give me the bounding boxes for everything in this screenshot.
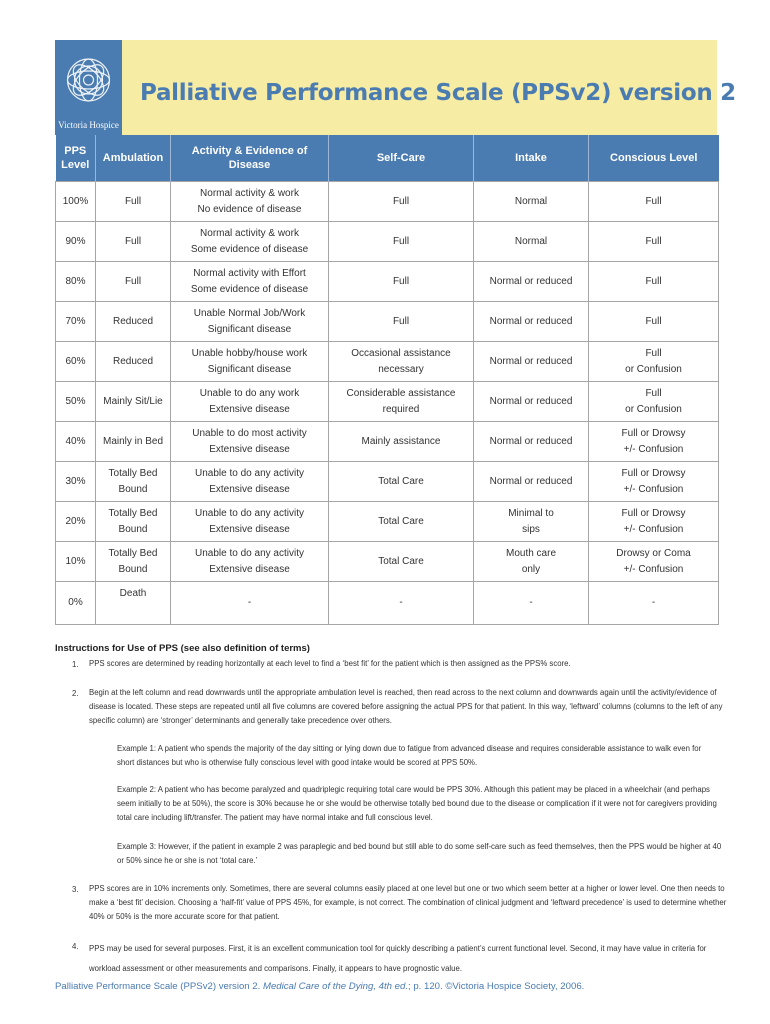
cell-conscious-level — [589, 462, 719, 502]
header-self-care: Self-Care — [329, 135, 474, 182]
cell-self-care-line: Mainly assistance — [361, 435, 441, 447]
cell-ambulation: Reduced — [96, 302, 171, 342]
table-row — [56, 302, 719, 342]
cell-intake-line: Normal or reduced — [489, 275, 573, 287]
instruction-item-3: PPS scores are in 10% increments only. Sometimes, there are several columns easily placed at one level but one or two which seem better at a higher or lower level. One then needs to make a ‘best fit’ decision. Choosing a ‘half-fit’ value of PPS 45%, for example, is not correct. The combination of clinical judgment and ‘leftward precedence’ is used to determine whether 40% or 50% is the more accurate score for that patient. — [89, 884, 727, 921]
cell-pps-level: 100% — [56, 182, 96, 222]
instruction-item-4: PPS may be used for several purposes. First, it is an excellent communication tool for quickly describing a patient’s current functional level. Second, it may have value in criteria for workload assessment or other measurements and comparisons. Finally, it appears to have prognostic value. — [89, 944, 707, 973]
cell-activity-line: Extensive disease — [209, 483, 290, 495]
cell-activity-line: Some evidence of disease — [190, 243, 309, 255]
cell-conscious-level-line: Full — [645, 387, 662, 399]
cell-activity-line: Significant disease — [207, 363, 292, 375]
cell-conscious-level-line: or Confusion — [625, 363, 682, 375]
cell-self-care-line: Total Care — [378, 555, 424, 567]
cell-intake-line: Mouth care — [505, 547, 557, 559]
cell-pps-level: 70% — [56, 302, 96, 342]
cell-activity-line: No evidence of disease — [197, 203, 302, 215]
cell-self-care — [329, 182, 474, 222]
cell-activity-line: Significant disease — [207, 323, 292, 335]
cell-conscious-level-line: +/- Confusion — [623, 523, 684, 535]
cell-activity — [171, 582, 329, 625]
cell-intake — [474, 462, 589, 502]
example-1: Example 1: A patient who spends the majority of the day sitting or lying down due to fatigue from advanced disease and requires considerable assistance to walk even for short distances but who is otherwise fully conscious level with good intake would be scored at PPS 50%. — [117, 744, 702, 767]
table-row — [56, 582, 719, 625]
cell-conscious-level-line: +/- Confusion — [623, 443, 684, 455]
cell-activity — [171, 422, 329, 462]
cell-pps-level: 60% — [56, 342, 96, 382]
table-row — [56, 222, 719, 262]
cell-activity-line: Extensive disease — [209, 563, 290, 575]
cell-intake — [474, 582, 589, 625]
header-intake: Intake — [474, 135, 589, 182]
example-2: Example 2: A patient who has become paralyzed and quadriplegic requiring total care would be PPS 30%. Although this patient may be placed in a wheelchair (and perhaps seem initially to be at 50%), the score is 30% because he or she would be otherwise totally bed bound due to the disease or complication if it were not for caregivers providing total care including lift/transfer. The patient may have normal intake and full conscious level. — [117, 785, 717, 822]
header-pps-level: PPS Level — [56, 135, 96, 182]
cell-activity-line: Extensive disease — [209, 523, 290, 535]
cell-activity-line: Unable hobby/house work — [191, 347, 308, 359]
cell-self-care — [329, 582, 474, 625]
item-number: 2. — [72, 689, 79, 698]
cell-intake-line: sips — [522, 523, 540, 535]
cell-intake — [474, 222, 589, 262]
cell-self-care — [329, 462, 474, 502]
cell-intake — [474, 502, 589, 542]
cell-self-care — [329, 302, 474, 342]
cell-conscious-level-line: +/- Confusion — [623, 483, 684, 495]
cell-intake — [474, 422, 589, 462]
logo-text: Victoria Hospice — [58, 120, 119, 130]
cell-activity — [171, 342, 329, 382]
cell-conscious-level-line: +/- Confusion — [623, 563, 684, 575]
page-title: Palliative Performance Scale (PPSv2) version 2 — [140, 80, 736, 106]
cell-activity-line: Extensive disease — [209, 403, 290, 415]
cell-conscious-level-line: - — [651, 597, 656, 608]
cell-ambulation: Totally Bed Bound — [96, 502, 171, 542]
cell-self-care-line: Total Care — [378, 515, 424, 527]
cell-activity-line: Extensive disease — [209, 443, 290, 455]
cell-conscious-level-line: Drowsy or Coma — [616, 547, 691, 559]
cell-conscious-level — [589, 582, 719, 625]
cell-self-care-line: Total Care — [378, 475, 424, 487]
cell-activity-line: Unable to do any activity — [195, 467, 304, 479]
cell-intake — [474, 182, 589, 222]
cell-self-care — [329, 382, 474, 422]
instruction-item-2: Begin at the left column and read downwards until the appropriate ambulation level is reached, then read across to the next column and downwards again until the activity/evidence of disease is located. These steps are repeated until all five columns are covered before assigning the actual PPS for that patient. In this way, ‘leftward’ columns (columns to the left of any specific column) are ‘stronger’ determinants and generally take precedence over others. — [89, 688, 723, 725]
cell-ambulation: Reduced — [96, 342, 171, 382]
header-conscious-level: Conscious Level — [589, 135, 719, 182]
footer-citation — [55, 981, 584, 992]
cell-activity-line: Unable Normal Job/Work — [193, 307, 306, 319]
table-row — [56, 342, 719, 382]
cell-self-care-line: Full — [392, 315, 410, 327]
table-header-row — [56, 135, 719, 182]
cell-activity-line: Normal activity with Effort — [193, 267, 306, 279]
cell-activity-line: Some evidence of disease — [190, 283, 309, 295]
cell-activity — [171, 382, 329, 422]
cell-self-care-line: Full — [392, 275, 410, 287]
footer-prefix: Palliative Performance Scale (PPSv2) version 2. — [55, 981, 263, 992]
table-row — [56, 422, 719, 462]
cell-conscious-level-line: Full — [645, 195, 662, 207]
cell-conscious-level-line: Full or Drowsy — [621, 507, 686, 519]
instruction-item-1: PPS scores are determined by reading horizontally at each level to find a ‘best fit’ for the patient which is then assigned as the PPS% score. — [89, 659, 571, 668]
cell-intake-line: Normal — [514, 195, 548, 207]
table-row — [56, 182, 719, 222]
header-activity: Activity & Evidence of Disease — [171, 135, 329, 182]
header-banner — [55, 40, 736, 135]
table-body — [56, 182, 719, 625]
table-row — [56, 542, 719, 582]
cell-activity — [171, 462, 329, 502]
cell-conscious-level — [589, 222, 719, 262]
cell-activity-line: Normal activity & work — [200, 187, 299, 199]
cell-self-care — [329, 262, 474, 302]
cell-conscious-level-line: Full — [645, 235, 662, 247]
example-3: Example 3: However, if the patient in example 2 was paraplegic and bed bound but still able to do some self-care such as feed themselves, then the PPS would be higher at 40 or 50% since he or she is not ‘total care.’ — [117, 842, 722, 865]
cell-conscious-level — [589, 422, 719, 462]
cell-intake-line: only — [521, 563, 541, 575]
cell-conscious-level-line: Full or Drowsy — [621, 427, 686, 439]
cell-intake — [474, 302, 589, 342]
pps-table — [55, 135, 719, 625]
cell-ambulation: Mainly Sit/Lie — [96, 382, 171, 422]
cell-conscious-level — [589, 302, 719, 342]
cell-self-care — [329, 422, 474, 462]
cell-pps-level: 40% — [56, 422, 96, 462]
cell-activity-line: - — [247, 597, 252, 608]
cell-conscious-level-line: or Confusion — [625, 403, 682, 415]
cell-intake-line: Normal — [514, 235, 548, 247]
cell-pps-level: 90% — [56, 222, 96, 262]
cell-activity-line: Unable to do any activity — [195, 547, 304, 559]
cell-intake — [474, 262, 589, 302]
cell-ambulation: Mainly in Bed — [96, 422, 171, 462]
cell-self-care-line: - — [399, 597, 403, 608]
header-ambulation: Ambulation — [96, 135, 171, 182]
cell-self-care — [329, 542, 474, 582]
cell-self-care — [329, 342, 474, 382]
cell-self-care — [329, 222, 474, 262]
cell-self-care-line: Full — [392, 195, 410, 207]
cell-pps-level: 10% — [56, 542, 96, 582]
cell-conscious-level — [589, 502, 719, 542]
cell-intake-line: Normal or reduced — [489, 475, 573, 487]
cell-pps-level: 50% — [56, 382, 96, 422]
cell-ambulation: Totally Bed Bound — [96, 542, 171, 582]
item-number: 1. — [72, 660, 79, 669]
cell-intake — [474, 342, 589, 382]
cell-intake — [474, 382, 589, 422]
cell-ambulation: Totally Bed Bound — [96, 462, 171, 502]
cell-pps-level: 30% — [56, 462, 96, 502]
cell-activity-line: Unable to do most activity — [192, 427, 307, 439]
cell-pps-level: 80% — [56, 262, 96, 302]
cell-self-care — [329, 502, 474, 542]
cell-conscious-level — [589, 262, 719, 302]
cell-activity-line: Unable to do any activity — [195, 507, 304, 519]
cell-self-care-line: Considerable assistance required — [346, 387, 456, 415]
cell-activity — [171, 262, 329, 302]
cell-activity — [171, 182, 329, 222]
cell-conscious-level-line: Full or Drowsy — [621, 467, 686, 479]
cell-intake-line: Normal or reduced — [489, 355, 573, 367]
knot-emblem-icon — [62, 45, 115, 117]
table-row — [56, 382, 719, 422]
cell-activity — [171, 302, 329, 342]
cell-ambulation: Full — [96, 182, 171, 222]
cell-ambulation: Full — [96, 262, 171, 302]
cell-pps-level: 0% — [56, 582, 96, 625]
cell-ambulation: Full — [96, 222, 171, 262]
cell-conscious-level-line: Full — [645, 315, 662, 327]
cell-self-care-line: Full — [392, 235, 410, 247]
cell-activity-line: Normal activity & work — [200, 227, 299, 239]
cell-conscious-level — [589, 542, 719, 582]
cell-conscious-level — [589, 382, 719, 422]
cell-intake-line: - — [529, 597, 533, 608]
cell-intake — [474, 542, 589, 582]
footer-suffix: ; p. 120. ©Victoria Hospice Society, 2006. — [408, 981, 585, 992]
cell-conscious-level-line: Full — [645, 275, 662, 287]
instructions-heading: Instructions for Use of PPS (see also definition of terms) — [55, 643, 310, 654]
cell-activity-line: Unable to do any work — [199, 387, 300, 399]
cell-intake-line: Minimal to — [508, 507, 554, 519]
cell-conscious-level — [589, 342, 719, 382]
table-row — [56, 502, 719, 542]
cell-pps-level: 20% — [56, 502, 96, 542]
cell-ambulation: Death — [96, 582, 171, 625]
cell-intake-line: Normal or reduced — [489, 395, 573, 407]
cell-intake-line: Normal or reduced — [489, 435, 573, 447]
cell-activity — [171, 502, 329, 542]
item-number: 4. — [72, 942, 79, 951]
victoria-hospice-logo — [55, 40, 122, 135]
cell-activity — [171, 222, 329, 262]
cell-activity — [171, 542, 329, 582]
item-number: 3. — [72, 885, 79, 894]
cell-conscious-level-line: Full — [645, 347, 662, 359]
table-row — [56, 262, 719, 302]
table-row — [56, 462, 719, 502]
cell-self-care-line: Occasional assistance necessary — [351, 347, 451, 375]
footer-book-title: Medical Care of the Dying, 4th ed. — [262, 981, 409, 992]
cell-intake-line: Normal or reduced — [489, 315, 573, 327]
cell-conscious-level — [589, 182, 719, 222]
